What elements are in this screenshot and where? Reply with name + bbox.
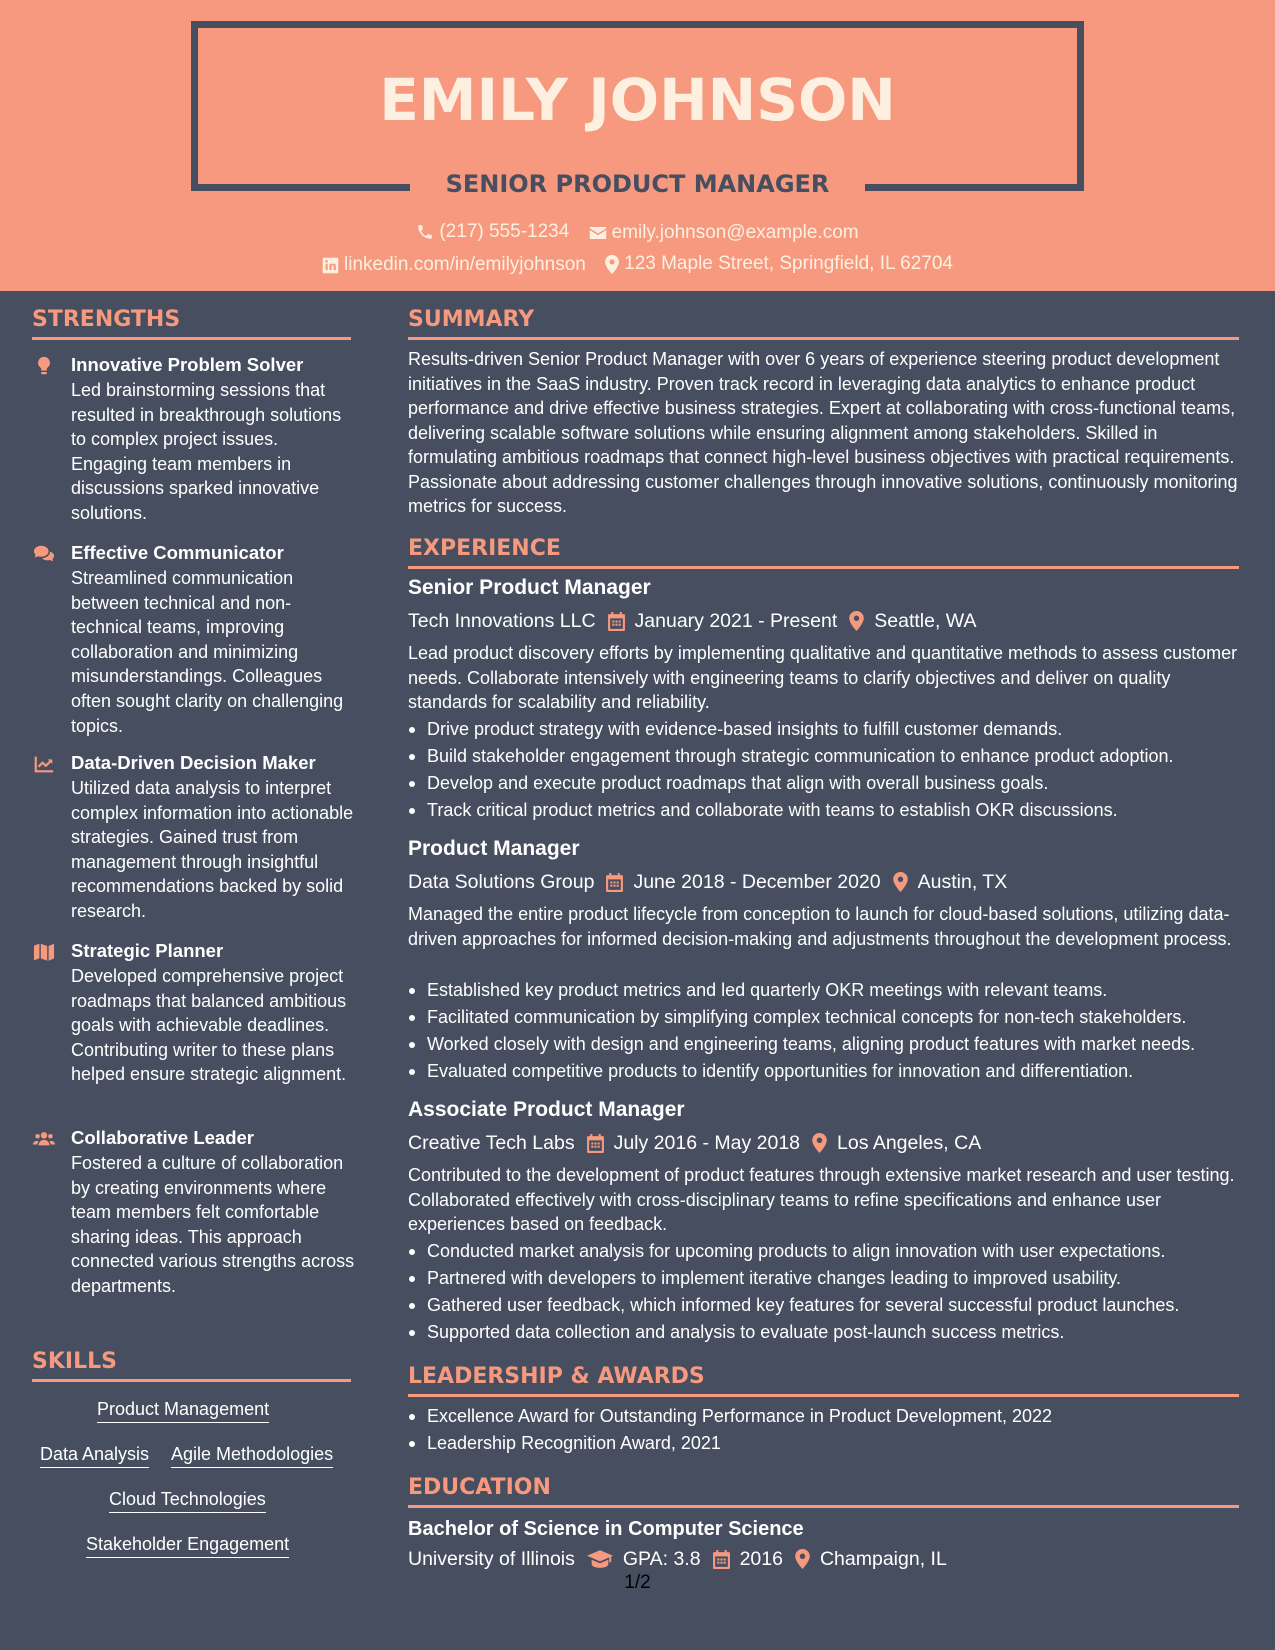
linkedin-text: linkedin.com/in/emilyjohnson <box>344 254 586 275</box>
company-name: Creative Tech Labs <box>408 1132 575 1154</box>
strength-title: Innovative Problem Solver <box>71 354 304 375</box>
bullet-item: Supported data collection and analysis to evaluate post-launch success metrics. <box>408 1319 1238 1346</box>
education-year: 2016 <box>739 1548 783 1570</box>
job-location: Los Angeles, CA <box>837 1132 982 1154</box>
job-dates: July 2016 - May 2018 <box>613 1132 801 1154</box>
job-bullets <box>408 1238 1238 1346</box>
summary-rule <box>408 337 1239 340</box>
job-title: Associate Product Manager <box>408 1098 685 1121</box>
strengths-heading: STRENGTHS <box>32 307 181 332</box>
strength-description: Led brainstorming sessions that resulted in breakthrough solutions to complex project issues. Engaging team members in discussions sparked innovative solutions. <box>71 380 342 523</box>
bullet-item: Established key product metrics and led quarterly OKR meetings with relevant teams. <box>408 977 1238 1004</box>
strength-description: Streamlined communication between technical and non-technical teams, improving collaboration and minimizing misunderstandings. Colleagues often sought clarity on challenging topics. <box>71 568 344 736</box>
experience-rule <box>408 566 1239 569</box>
page-number: 1/2 <box>624 1572 651 1593</box>
education-location: Champaign, IL <box>819 1548 947 1570</box>
job-dates: January 2021 - Present <box>634 610 838 632</box>
bullet-item: Partnered with developers to implement iterative changes leading to improved usability. <box>408 1265 1238 1292</box>
job-meta <box>408 1130 981 1156</box>
awards-list <box>408 1403 1238 1457</box>
skill-tag: Stakeholder Engagement <box>86 1532 289 1558</box>
experience-heading: EXPERIENCE <box>408 536 561 561</box>
education-degree: Bachelor of Science in Computer Science <box>408 1518 804 1540</box>
calendar-icon <box>713 1550 730 1569</box>
job-dates: June 2018 - December 2020 <box>633 871 881 893</box>
strength-description: Fostered a culture of collaboration by creating environments where team members felt comfortable sharing ideas. This approach connected various strengths across departments. <box>71 1153 355 1296</box>
skill-tag: Data Analysis <box>40 1442 149 1468</box>
graduation-cap-icon <box>587 1550 613 1569</box>
candidate-name: EMILY JOHNSON <box>379 66 896 134</box>
map-marker-icon <box>605 255 619 274</box>
awards-heading: LEADERSHIP & AWARDS <box>408 1364 705 1389</box>
users-icon <box>32 1128 56 1150</box>
envelope-icon <box>589 225 607 241</box>
map-marker-icon <box>849 611 864 631</box>
chart-line-icon <box>32 753 56 775</box>
calendar-icon <box>587 1134 604 1153</box>
company-name: Tech Innovations LLC <box>408 610 596 632</box>
job-description: Lead product discovery efforts by implementing qualitative and quantitative methods to assess customer needs. Collaborate intensively with engineering teams to clarify objectives and deliver on quality standards for scalability and reliability. <box>408 643 1238 712</box>
bullet-item: Conducted market analysis for upcoming products to align innovation with user expectations. <box>408 1238 1238 1265</box>
bullet-item: Worked closely with design and engineering teams, aligning product features with market needs. <box>408 1031 1238 1058</box>
email-item[interactable] <box>589 220 859 246</box>
award-item: Leadership Recognition Award, 2021 <box>408 1430 1238 1457</box>
bullet-item: Gathered user feedback, which informed key features for several successful product launches. <box>408 1292 1238 1319</box>
education-rule <box>408 1505 1239 1508</box>
skill-tag: Agile Methodologies <box>171 1442 333 1468</box>
skills-heading: SKILLS <box>32 1349 117 1374</box>
candidate-title: SENIOR PRODUCT MANAGER <box>445 170 830 198</box>
job-description: Managed the entire product lifecycle from conception to launch for cloud-based solutions, utilizing data-driven approaches for informed decision-making and adjustments throughout the development process. <box>408 904 1232 949</box>
job-location: Seattle, WA <box>874 610 977 632</box>
summary-text: Results-driven Senior Product Manager with over 6 years of experience steering product development initiatives in the SaaS industry. Proven track record in leveraging data analytics to enhance product performance and drive effective business strategies. Expert at collaborating with cross-functional teams, delivering scalable software solutions while ensuring alignment among stakeholders. Skilled in formulating ambitious roadmaps that connect high-level business objectives with practical requirements. Passionate about addressing customer challenges through innovative solutions, continuously monitoring metrics for success. <box>408 349 1238 516</box>
map-icon <box>32 941 56 963</box>
bullet-item: Evaluated competitive products to identify opportunities for innovation and differentiation. <box>408 1058 1238 1085</box>
address-item <box>605 251 953 277</box>
job-title: Senior Product Manager <box>408 576 651 599</box>
calendar-icon <box>606 873 623 892</box>
linkedin-icon <box>322 257 339 274</box>
job-bullets <box>408 716 1238 824</box>
linkedin-item[interactable] <box>322 252 586 278</box>
contact-line-2 <box>0 251 1275 282</box>
award-item: Excellence Award for Outstanding Performance in Product Development, 2022 <box>408 1403 1238 1430</box>
job-bullets <box>408 977 1238 1085</box>
map-marker-icon <box>812 1133 827 1153</box>
job-meta <box>408 608 976 634</box>
job-title: Product Manager <box>408 837 580 860</box>
email-text: emily.johnson@example.com <box>611 222 859 243</box>
education-school: University of Illinois <box>408 1548 575 1570</box>
strength-title: Strategic Planner <box>71 940 224 961</box>
strength-title: Collaborative Leader <box>71 1127 255 1148</box>
awards-rule <box>408 1394 1239 1397</box>
calendar-icon <box>608 612 625 631</box>
strength-title: Effective Communicator <box>71 542 284 563</box>
skills-rule <box>32 1379 351 1382</box>
strength-description: Utilized data analysis to interpret complex information into actionable strategies. Gained trust from management through insightful recommendations backed by solid research. <box>71 778 354 921</box>
map-marker-icon <box>893 872 908 892</box>
bullet-item: Facilitated communication by simplifying complex technical concepts for non-tech stakeholders. <box>408 1004 1238 1031</box>
job-location: Austin, TX <box>917 871 1008 893</box>
phone-text: (217) 555-1234 <box>439 221 570 242</box>
skill-tag: Product Management <box>97 1397 269 1423</box>
bullet-item: Develop and execute product roadmaps that align with overall business goals. <box>408 770 1238 797</box>
education-meta <box>408 1546 947 1572</box>
comments-icon <box>32 543 56 565</box>
contact-line-1 <box>0 219 1275 249</box>
summary-heading: SUMMARY <box>408 307 535 332</box>
job-meta <box>408 869 1007 895</box>
education-heading: EDUCATION <box>408 1475 551 1500</box>
strengths-rule <box>32 337 351 340</box>
strength-title: Data-Driven Decision Maker <box>71 752 316 773</box>
strength-description: Developed comprehensive project roadmaps that balanced ambitious goals with achievable deadlines. Contributing writer to these plans helped ensure strategic alignment. <box>71 966 347 1085</box>
education-gpa: GPA: 3.8 <box>622 1548 701 1570</box>
company-name: Data Solutions Group <box>408 871 595 893</box>
lightbulb-icon <box>32 355 56 377</box>
skill-tag: Cloud Technologies <box>109 1487 266 1513</box>
job-description: Contributed to the development of product features through extensive market research and user testing. Collaborated effectively with cross-disciplinary teams to refine specifications and enhance user experiences based on feedback. <box>408 1165 1235 1234</box>
phone-icon <box>416 223 434 241</box>
address-text: 123 Maple Street, Springfield, IL 62704 <box>624 253 953 274</box>
bullet-item: Drive product strategy with evidence-based insights to fulfill customer demands. <box>408 716 1238 743</box>
bullet-item: Track critical product metrics and collaborate with teams to establish OKR discussions. <box>408 797 1238 824</box>
map-marker-icon <box>795 1549 810 1569</box>
resume-header <box>0 0 1275 291</box>
phone-item[interactable] <box>416 219 569 245</box>
bullet-item: Build stakeholder engagement through strategic communication to enhance product adoption. <box>408 743 1238 770</box>
